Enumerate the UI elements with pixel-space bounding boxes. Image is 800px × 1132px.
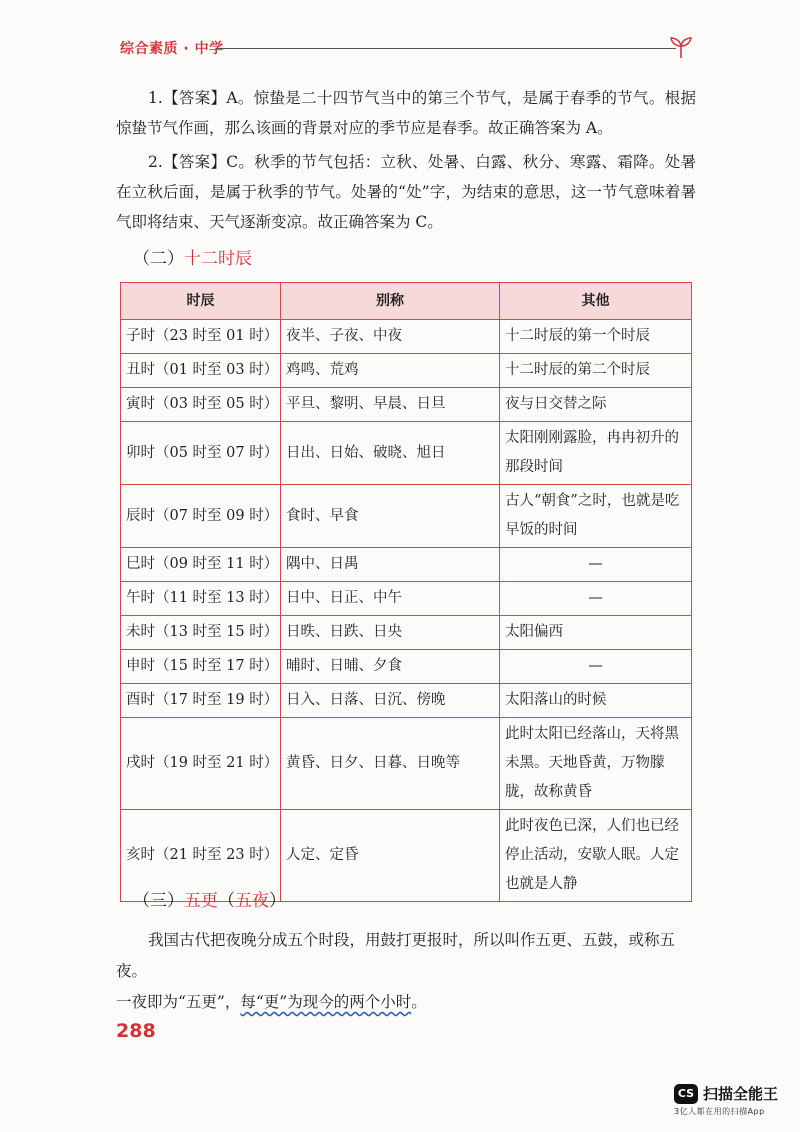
section-heading-shichen	[133, 244, 252, 269]
section-paren-close: ）	[269, 891, 286, 911]
section-title: 五更	[184, 891, 218, 911]
table-cell-shichen: 丑时（01 时至 03 时）	[121, 354, 281, 388]
table-cell-shichen: 酉时（17 时至 19 时）	[121, 684, 281, 718]
table-cell-alias: 食时、早食	[281, 485, 500, 548]
wugeng-highlight: 每“更”为现今的两个小时	[240, 993, 412, 1011]
table-cell-alias: 日中、日正、中午	[281, 582, 500, 616]
section-title-alt: 五夜	[235, 891, 269, 911]
table-cell-shichen: 卯时（05 时至 07 时）	[121, 422, 281, 485]
scanner-app-name: 扫描全能王	[702, 1085, 778, 1103]
answer-2: 2.【答案】C。秋季的节气包括：立秋、处暑、白露、秋分、寒露、霜降。处暑在立秋后面，是属于秋季的节气。处暑的“处”字，为结束的意思，这一节气意味着暑气即将结束、天气逐渐变凉。故正确答案为 C。	[116, 153, 696, 231]
wugeng-line-2-end: 。	[411, 993, 427, 1011]
answer-explanations	[116, 83, 696, 241]
wugeng-paragraph	[116, 925, 696, 1018]
table-cell-shichen: 午时（11 时至 13 时）	[121, 582, 281, 616]
table-cell-alias: 鸡鸣、荒鸡	[281, 354, 500, 388]
table-cell-alias: 晡时、日晡、夕食	[281, 650, 500, 684]
table-cell-other: 此时夜色已深，人们也已经停止活动，安歇人眠。人定也就是人静	[500, 810, 692, 902]
section-paren-open: （	[218, 891, 235, 911]
table-cell-other: 太阳刚刚露脸，冉冉初升的那段时间	[500, 422, 692, 485]
table-cell-other: 太阳落山的时候	[500, 684, 692, 718]
header-title: 综合素质 · 中学	[120, 41, 224, 57]
table-cell-other: 太阳偏西	[500, 616, 692, 650]
table-row	[121, 650, 692, 684]
column-header: 时辰	[121, 283, 281, 320]
table-row	[121, 616, 692, 650]
table-row	[121, 422, 692, 485]
section-heading-wugeng	[133, 886, 286, 911]
section-prefix: （三）	[133, 891, 184, 911]
table-cell-alias: 人定、定昏	[281, 810, 500, 902]
header-rule	[216, 48, 676, 49]
table-row	[121, 684, 692, 718]
wugeng-line-2-start: 一夜即为“五更”，	[116, 993, 241, 1011]
table-cell-alias: 隅中、日禺	[281, 548, 500, 582]
table-cell-shichen: 戌时（19 时至 21 时）	[121, 718, 281, 810]
column-header: 别称	[281, 283, 500, 320]
table-cell-shichen: 辰时（07 时至 09 时）	[121, 485, 281, 548]
scanner-tagline: 3亿人都在用的扫描App	[673, 1107, 765, 1116]
table-cell-shichen: 寅时（03 时至 05 时）	[121, 388, 281, 422]
table-row	[121, 718, 692, 810]
table-cell-shichen: 未时（13 时至 15 时）	[121, 616, 281, 650]
table-row	[121, 548, 692, 582]
scanner-logo-icon: CS	[674, 1084, 698, 1104]
table-cell-alias: 日入、日落、日沉、傍晚	[281, 684, 500, 718]
shichen-table	[120, 282, 692, 902]
answer-1: 1.【答案】A。惊蛰是二十四节气当中的第三个节气，是属于春季的节气。根据惊蛰节气作画，那么该画的背景对应的季节应是春季。故正确答案为 A。	[116, 89, 696, 137]
table-cell-shichen: 子时（23 时至 01 时）	[121, 320, 281, 354]
table-cell-other: —	[500, 650, 692, 684]
sprout-icon	[668, 34, 694, 60]
table-row	[121, 320, 692, 354]
table-cell-alias: 日出、日始、破晓、旭日	[281, 422, 500, 485]
table-row	[121, 388, 692, 422]
section-prefix: （二）	[133, 249, 184, 269]
table-cell-shichen: 亥时（21 时至 23 时）	[121, 810, 281, 902]
section-title: 十二时辰	[184, 249, 252, 269]
table-cell-alias: 黄昏、日夕、日暮、日晚等	[281, 718, 500, 810]
table-cell-alias: 夜半、子夜、中夜	[281, 320, 500, 354]
table-row	[121, 582, 692, 616]
table-cell-other: 此时太阳已经落山，天将黑未黑。天地昏黄，万物朦胧，故称黄昏	[500, 718, 692, 810]
table-header-row	[121, 283, 692, 320]
wugeng-line-2	[116, 987, 696, 1018]
table-cell-other: 古人“朝食”之时，也就是吃早饭的时间	[500, 485, 692, 548]
wugeng-line-1: 我国古代把夜晚分成五个时段，用鼓打更报时，所以叫作五更、五鼓，或称五夜。	[116, 931, 676, 980]
table-cell-alias: 平旦、黎明、早晨、日旦	[281, 388, 500, 422]
table-cell-other: 十二时辰的第一个时辰	[500, 320, 692, 354]
table-cell-shichen: 申时（15 时至 17 时）	[121, 650, 281, 684]
table-cell-other: —	[500, 548, 692, 582]
table-row	[121, 354, 692, 388]
running-header	[120, 34, 695, 64]
table-cell-other: 十二时辰的第二个时辰	[500, 354, 692, 388]
page-number: 288	[116, 1020, 156, 1042]
column-header: 其他	[500, 283, 692, 320]
table-row	[121, 485, 692, 548]
table-cell-alias: 日昳、日跌、日央	[281, 616, 500, 650]
table-cell-shichen: 巳时（09 时至 11 时）	[121, 548, 281, 582]
table-cell-other: 夜与日交替之际	[500, 388, 692, 422]
scanner-watermark	[674, 1083, 778, 1117]
table-cell-other: —	[500, 582, 692, 616]
